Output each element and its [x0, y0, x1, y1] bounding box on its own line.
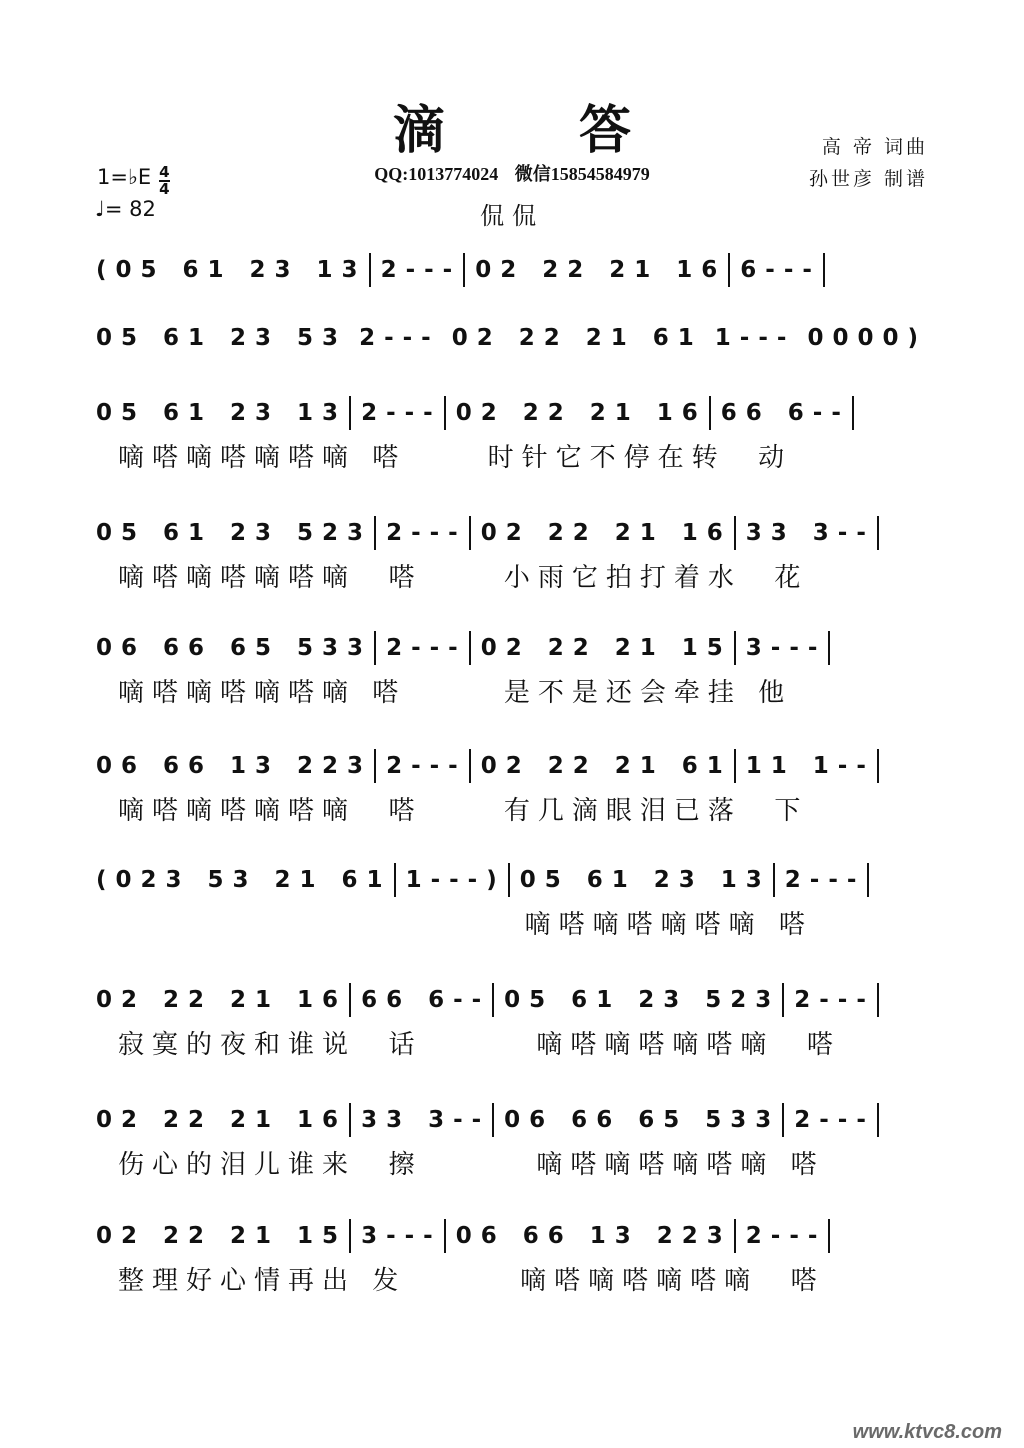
barline — [877, 1103, 879, 1137]
barline — [734, 749, 736, 783]
barline — [492, 1103, 494, 1137]
barline — [508, 863, 510, 897]
measure: 2--- — [380, 257, 462, 283]
measure: 06 66 13 223 — [96, 753, 373, 779]
measure: 05 61 23 523 — [96, 520, 373, 546]
measure: 02 22 21 16 — [96, 987, 348, 1013]
notation-line — [96, 1218, 928, 1254]
barline — [877, 516, 879, 550]
measure: 2--- — [359, 325, 440, 351]
barline — [709, 396, 711, 430]
barline — [492, 983, 494, 1017]
key-signature: 1=♭E — [97, 165, 152, 189]
performer-style: 侃侃 — [480, 202, 544, 230]
site-watermark: www.ktvc8.com — [852, 1421, 1002, 1443]
barline — [463, 253, 465, 287]
time-signature — [159, 165, 169, 197]
notation-line — [96, 320, 928, 356]
measure: 2--- — [361, 400, 442, 426]
barline — [734, 1219, 736, 1253]
notation-line — [96, 252, 928, 288]
measure: 2--- — [386, 520, 467, 546]
lyrics-line: 寂寞的夜和谁说 话 嘀嗒嘀嗒嘀嗒嘀 嗒 — [118, 1030, 841, 1060]
tempo-marking: ♩= 82 — [95, 197, 156, 221]
measure: 06 66 65 533 — [96, 635, 373, 661]
notation-line — [96, 395, 928, 431]
measure: 66 6-- — [720, 400, 850, 426]
notation-line — [96, 630, 928, 666]
composer-credit: 高 帝 词曲 — [821, 136, 928, 158]
measure: 2--- — [784, 867, 866, 893]
contact-info: QQ:1013774024 微信15854584979 — [374, 164, 650, 184]
barline — [349, 983, 351, 1017]
barline — [469, 631, 471, 665]
barline — [852, 396, 854, 430]
measure: 33 3-- — [745, 520, 875, 546]
lyrics-line: 嘀嗒嘀嗒嘀嗒嘀 嗒 小雨它拍打着水 花 — [118, 563, 809, 593]
measure: 2--- — [794, 1107, 875, 1133]
measure: 02 22 21 61 — [451, 325, 703, 351]
barline — [773, 863, 775, 897]
lyrics-line: 整理好心情再出 发 嘀嗒嘀嗒嘀嗒嘀 嗒 — [118, 1266, 825, 1296]
measure: 2--- — [386, 753, 467, 779]
measure: 05 61 23 523 — [504, 987, 781, 1013]
time-numerator: 4 — [159, 163, 170, 181]
barline — [394, 863, 396, 897]
measure: (023 53 21 61 — [96, 867, 392, 893]
measure: 2--- — [745, 1223, 827, 1249]
barline — [444, 396, 446, 430]
lyrics-line: 嘀嗒嘀嗒嘀嗒嘀 嗒 有几滴眼泪已落 下 — [118, 796, 809, 826]
barline — [349, 396, 351, 430]
barline — [828, 1219, 830, 1253]
barline — [782, 1103, 784, 1137]
measure: 1---) — [405, 867, 506, 893]
measure: 11 1-- — [745, 753, 875, 779]
measure: 02 22 21 16 — [455, 400, 707, 426]
measure: 66 6-- — [361, 987, 491, 1013]
barline — [823, 253, 825, 287]
barline — [374, 516, 376, 550]
notation-line — [96, 515, 928, 551]
barline — [877, 983, 879, 1017]
barline — [828, 631, 830, 665]
measure: 2--- — [386, 635, 467, 661]
measure: 02 22 21 16 — [96, 1107, 348, 1133]
barline — [734, 516, 736, 550]
lyrics-line: 嘀嗒嘀嗒嘀嗒嘀 嗒 — [118, 910, 813, 940]
time-denominator: 4 — [159, 180, 170, 198]
measure: 02 22 21 16 — [475, 257, 727, 283]
measure: 06 66 13 223 — [455, 1223, 732, 1249]
notation-line — [96, 1102, 928, 1138]
measure: (05 61 23 13 — [96, 257, 367, 283]
measure: 05 61 23 53 — [96, 325, 348, 351]
barline — [374, 749, 376, 783]
measure: 02 22 21 16 — [480, 520, 732, 546]
barline — [349, 1103, 351, 1137]
measure: 2--- — [794, 987, 875, 1013]
notation-line — [96, 982, 928, 1018]
measure: 02 22 21 61 — [480, 753, 732, 779]
song-title: 滴 答 — [392, 100, 690, 161]
measure: 3--- — [745, 635, 827, 661]
barline — [369, 253, 371, 287]
measure: 02 22 21 15 — [480, 635, 732, 661]
measure: 33 3-- — [361, 1107, 491, 1133]
lyrics-line: 嘀嗒嘀嗒嘀嗒嘀 嗒 是不是还会牵挂 他 — [118, 678, 793, 708]
measure: 05 61 23 13 — [519, 867, 771, 893]
barline — [374, 631, 376, 665]
barline — [469, 516, 471, 550]
barline — [734, 631, 736, 665]
lyrics-line: 嘀嗒嘀嗒嘀嗒嘀 嗒 时针它不停在转 动 — [118, 443, 793, 473]
measure: 05 61 23 13 — [96, 400, 348, 426]
transcriber-credit: 孙世彦 制谱 — [808, 168, 928, 190]
measure: 0000) — [807, 325, 927, 351]
barline — [728, 253, 730, 287]
measure: 3--- — [361, 1223, 442, 1249]
measure: 06 66 65 533 — [504, 1107, 781, 1133]
barline — [349, 1219, 351, 1253]
lyrics-line: 伤心的泪儿谁来 擦 嘀嗒嘀嗒嘀嗒嘀 嗒 — [118, 1150, 825, 1180]
measure: 02 22 21 15 — [96, 1223, 348, 1249]
measure: 1--- — [714, 325, 796, 351]
barline — [782, 983, 784, 1017]
measure: 6--- — [740, 257, 821, 283]
barline — [469, 749, 471, 783]
notation-line — [96, 748, 928, 784]
barline — [867, 863, 869, 897]
barline — [444, 1219, 446, 1253]
notation-line — [96, 862, 928, 898]
barline — [877, 749, 879, 783]
